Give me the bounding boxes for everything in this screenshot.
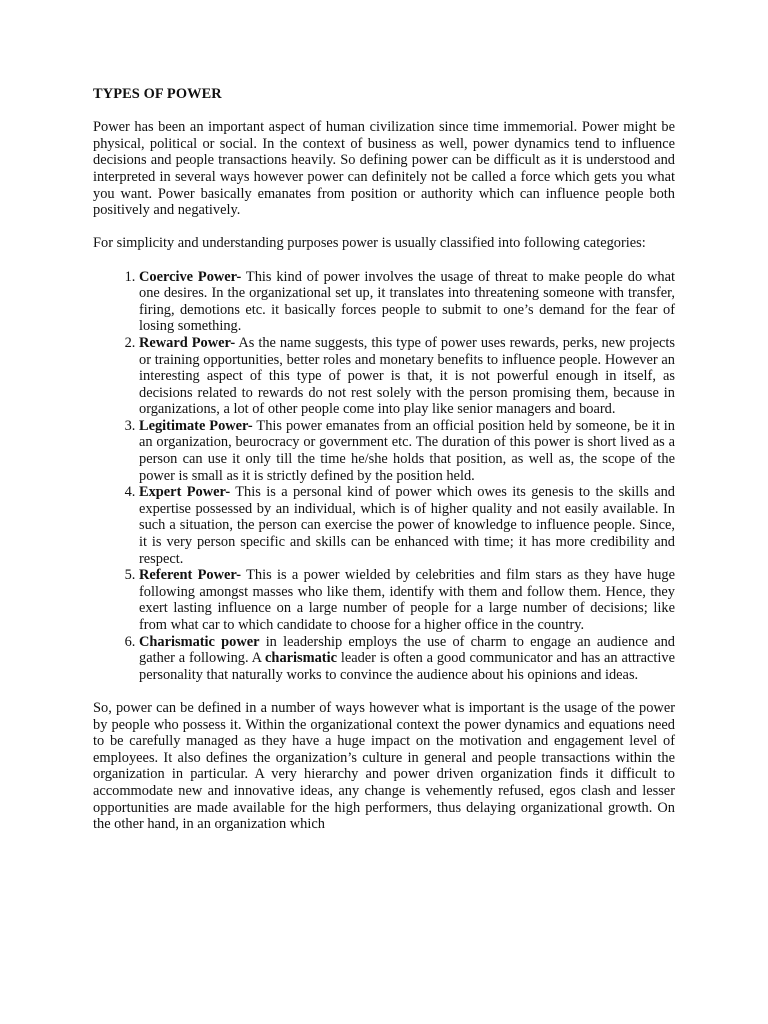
power-types-list: [93, 269, 675, 684]
list-item-charismatic: [139, 634, 675, 684]
lead-in-paragraph: For simplicity and understanding purposes power is usually classified into following categories:: [93, 235, 646, 252]
item-term: Reward Power-: [139, 334, 236, 351]
item-term: Referent Power-: [139, 567, 242, 584]
item-term: Expert Power-: [139, 484, 231, 501]
list-item-reward: [139, 335, 675, 418]
item-text: This is a power wielded by celebrities and film stars as they have huge following amongst masses who like them, identify with them and follow them. Hence, they exert lasting influence on a large number of people for a large number of decisions; like from what car to which candidate to choose for a higher office in the country.: [139, 567, 675, 633]
item-text: This is a personal kind of power which owes its genesis to the skills and expertise possessed by an individual, which is of higher quality and not easily available. In such a situation, the person can exercise the power of knowledge to influence people. Since, it is very person specific and skills can be enhanced with time; it has more credibility and respect.: [139, 484, 675, 567]
document-page: [93, 86, 675, 849]
intro-paragraph: Power has been an important aspect of human civilization since time immemorial. Power might be physical, political or social. In the context of business as well, power dynamics tend to influence decisions and people transactions heavily. So defining power can be difficult as it is understood and interpreted in several ways however power can definitely not be called a force which gets you what you want. Power basically emanates from position or authority which can influence people both positively and negatively.: [93, 119, 675, 219]
item-term: Legitimate Power-: [139, 417, 253, 434]
list-item-expert: [139, 484, 675, 567]
item-term: Charismatic power: [139, 633, 260, 650]
closing-paragraph: So, power can be defined in a number of ways however what is important is the usage of the power by people who possess it. Within the organizational context the power dynamics and equations need to be carefully managed as they have a huge impact on the motivation and engagement level of employees. It also defines the organization’s culture in general and people transactions within the organization in particular. A very hierarchy and power driven organization finds it difficult to accommodate new and innovative ideas, any change is vehemently refused, egos clash and lesser opportunities are made available for the high performers, thus delaying organizational growth. On the other hand, in an organization which: [93, 699, 675, 833]
item-term: Coercive Power-: [139, 268, 242, 285]
item-text: This power emanates from an official position held by someone, be it in an organization, beurocracy or government etc. The duration of this power is short lived as a person can use it only till the time he/she holds that position, as well as, the scope of the power is small as it is strictly defined by the position held.: [139, 417, 675, 484]
item-text: As the name suggests, this type of power uses rewards, perks, new projects or training opportunities, better roles and monetary benefits to influence people. However an interesting aspect of this type of power is that, it is not powerful enough in itself, as decisions related to rewards do not rest solely with the person promising them, because in organizations, a lot of other people come into play like senior managers and board.: [139, 334, 675, 418]
list-item-legitimate: [139, 418, 675, 484]
item-text: This kind of power involves the usage of threat to make people do what one desires. In the organizational set up, it translates into threatening someone with transfer, firing, demotions etc. it basically forces people to submit to one’s demand for the fear of losing something.: [139, 268, 675, 335]
item-text-after: leader is often a good communicator and has an attractive personality that naturally works to convince the audience about his opinions and ideas.: [139, 650, 675, 683]
item-emphasis: charismatic: [265, 650, 337, 667]
item-text-before: in leadership employs the use of charm to engage an audience and gather a following. A: [139, 633, 675, 667]
list-item-referent: [139, 567, 675, 633]
document-title: TYPES OF POWER: [93, 86, 222, 102]
list-item-coercive: [139, 269, 675, 335]
